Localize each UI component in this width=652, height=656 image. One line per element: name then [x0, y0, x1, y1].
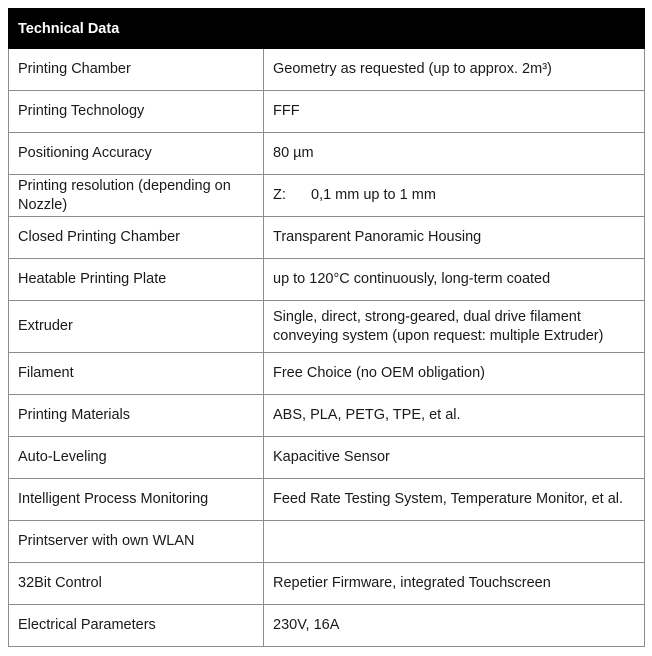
table-row: [9, 479, 645, 521]
resolution-value: 0,1 mm up to 1 mm: [311, 187, 436, 203]
technical-data-table: [8, 8, 645, 647]
row-label: Electrical Parameters: [9, 605, 264, 647]
table-header-value: [264, 9, 645, 49]
row-value: Geometry as requested (up to approx. 2m³): [264, 49, 645, 91]
table-header-title: Technical Data: [9, 9, 264, 49]
row-label: Heatable Printing Plate: [9, 259, 264, 301]
row-value: 80 µm: [264, 133, 645, 175]
row-label: Printing resolution (depending on Nozzle): [9, 175, 264, 217]
row-value: 230V, 16A: [264, 605, 645, 647]
table-row: [9, 259, 645, 301]
row-label: Printserver with own WLAN: [9, 521, 264, 563]
resolution-axis: Z:: [273, 187, 286, 203]
table-row: [9, 395, 645, 437]
row-value: Transparent Panoramic Housing: [264, 217, 645, 259]
row-label: Printing Technology: [9, 91, 264, 133]
row-value: [264, 175, 645, 217]
table-row: [9, 49, 645, 91]
row-label: Filament: [9, 353, 264, 395]
table-row: [9, 91, 645, 133]
table-row: [9, 301, 645, 353]
row-label: Extruder: [9, 301, 264, 353]
row-value: Feed Rate Testing System, Temperature Monitor, et al.: [264, 479, 645, 521]
table-row: [9, 217, 645, 259]
row-value: FFF: [264, 91, 645, 133]
row-label: Printing Chamber: [9, 49, 264, 91]
table-header-row: [9, 9, 645, 49]
table-row: [9, 563, 645, 605]
row-value: ABS, PLA, PETG, TPE, et al.: [264, 395, 645, 437]
table-row: [9, 437, 645, 479]
row-value: [264, 521, 645, 563]
table-row: [9, 133, 645, 175]
row-value: Repetier Firmware, integrated Touchscreen: [264, 563, 645, 605]
row-value: Kapacitive Sensor: [264, 437, 645, 479]
row-label: Positioning Accuracy: [9, 133, 264, 175]
row-label: Intelligent Process Monitoring: [9, 479, 264, 521]
table-row: [9, 175, 645, 217]
table-row: [9, 605, 645, 647]
row-label: Auto-Leveling: [9, 437, 264, 479]
row-label: Closed Printing Chamber: [9, 217, 264, 259]
row-value: Single, direct, strong-geared, dual drive filament conveying system (upon request: multiple Extruder): [264, 301, 645, 353]
table-row: [9, 521, 645, 563]
table-row: [9, 353, 645, 395]
row-label: 32Bit Control: [9, 563, 264, 605]
row-value: Free Choice (no OEM obligation): [264, 353, 645, 395]
row-label: Printing Materials: [9, 395, 264, 437]
row-value: up to 120°C continuously, long-term coated: [264, 259, 645, 301]
